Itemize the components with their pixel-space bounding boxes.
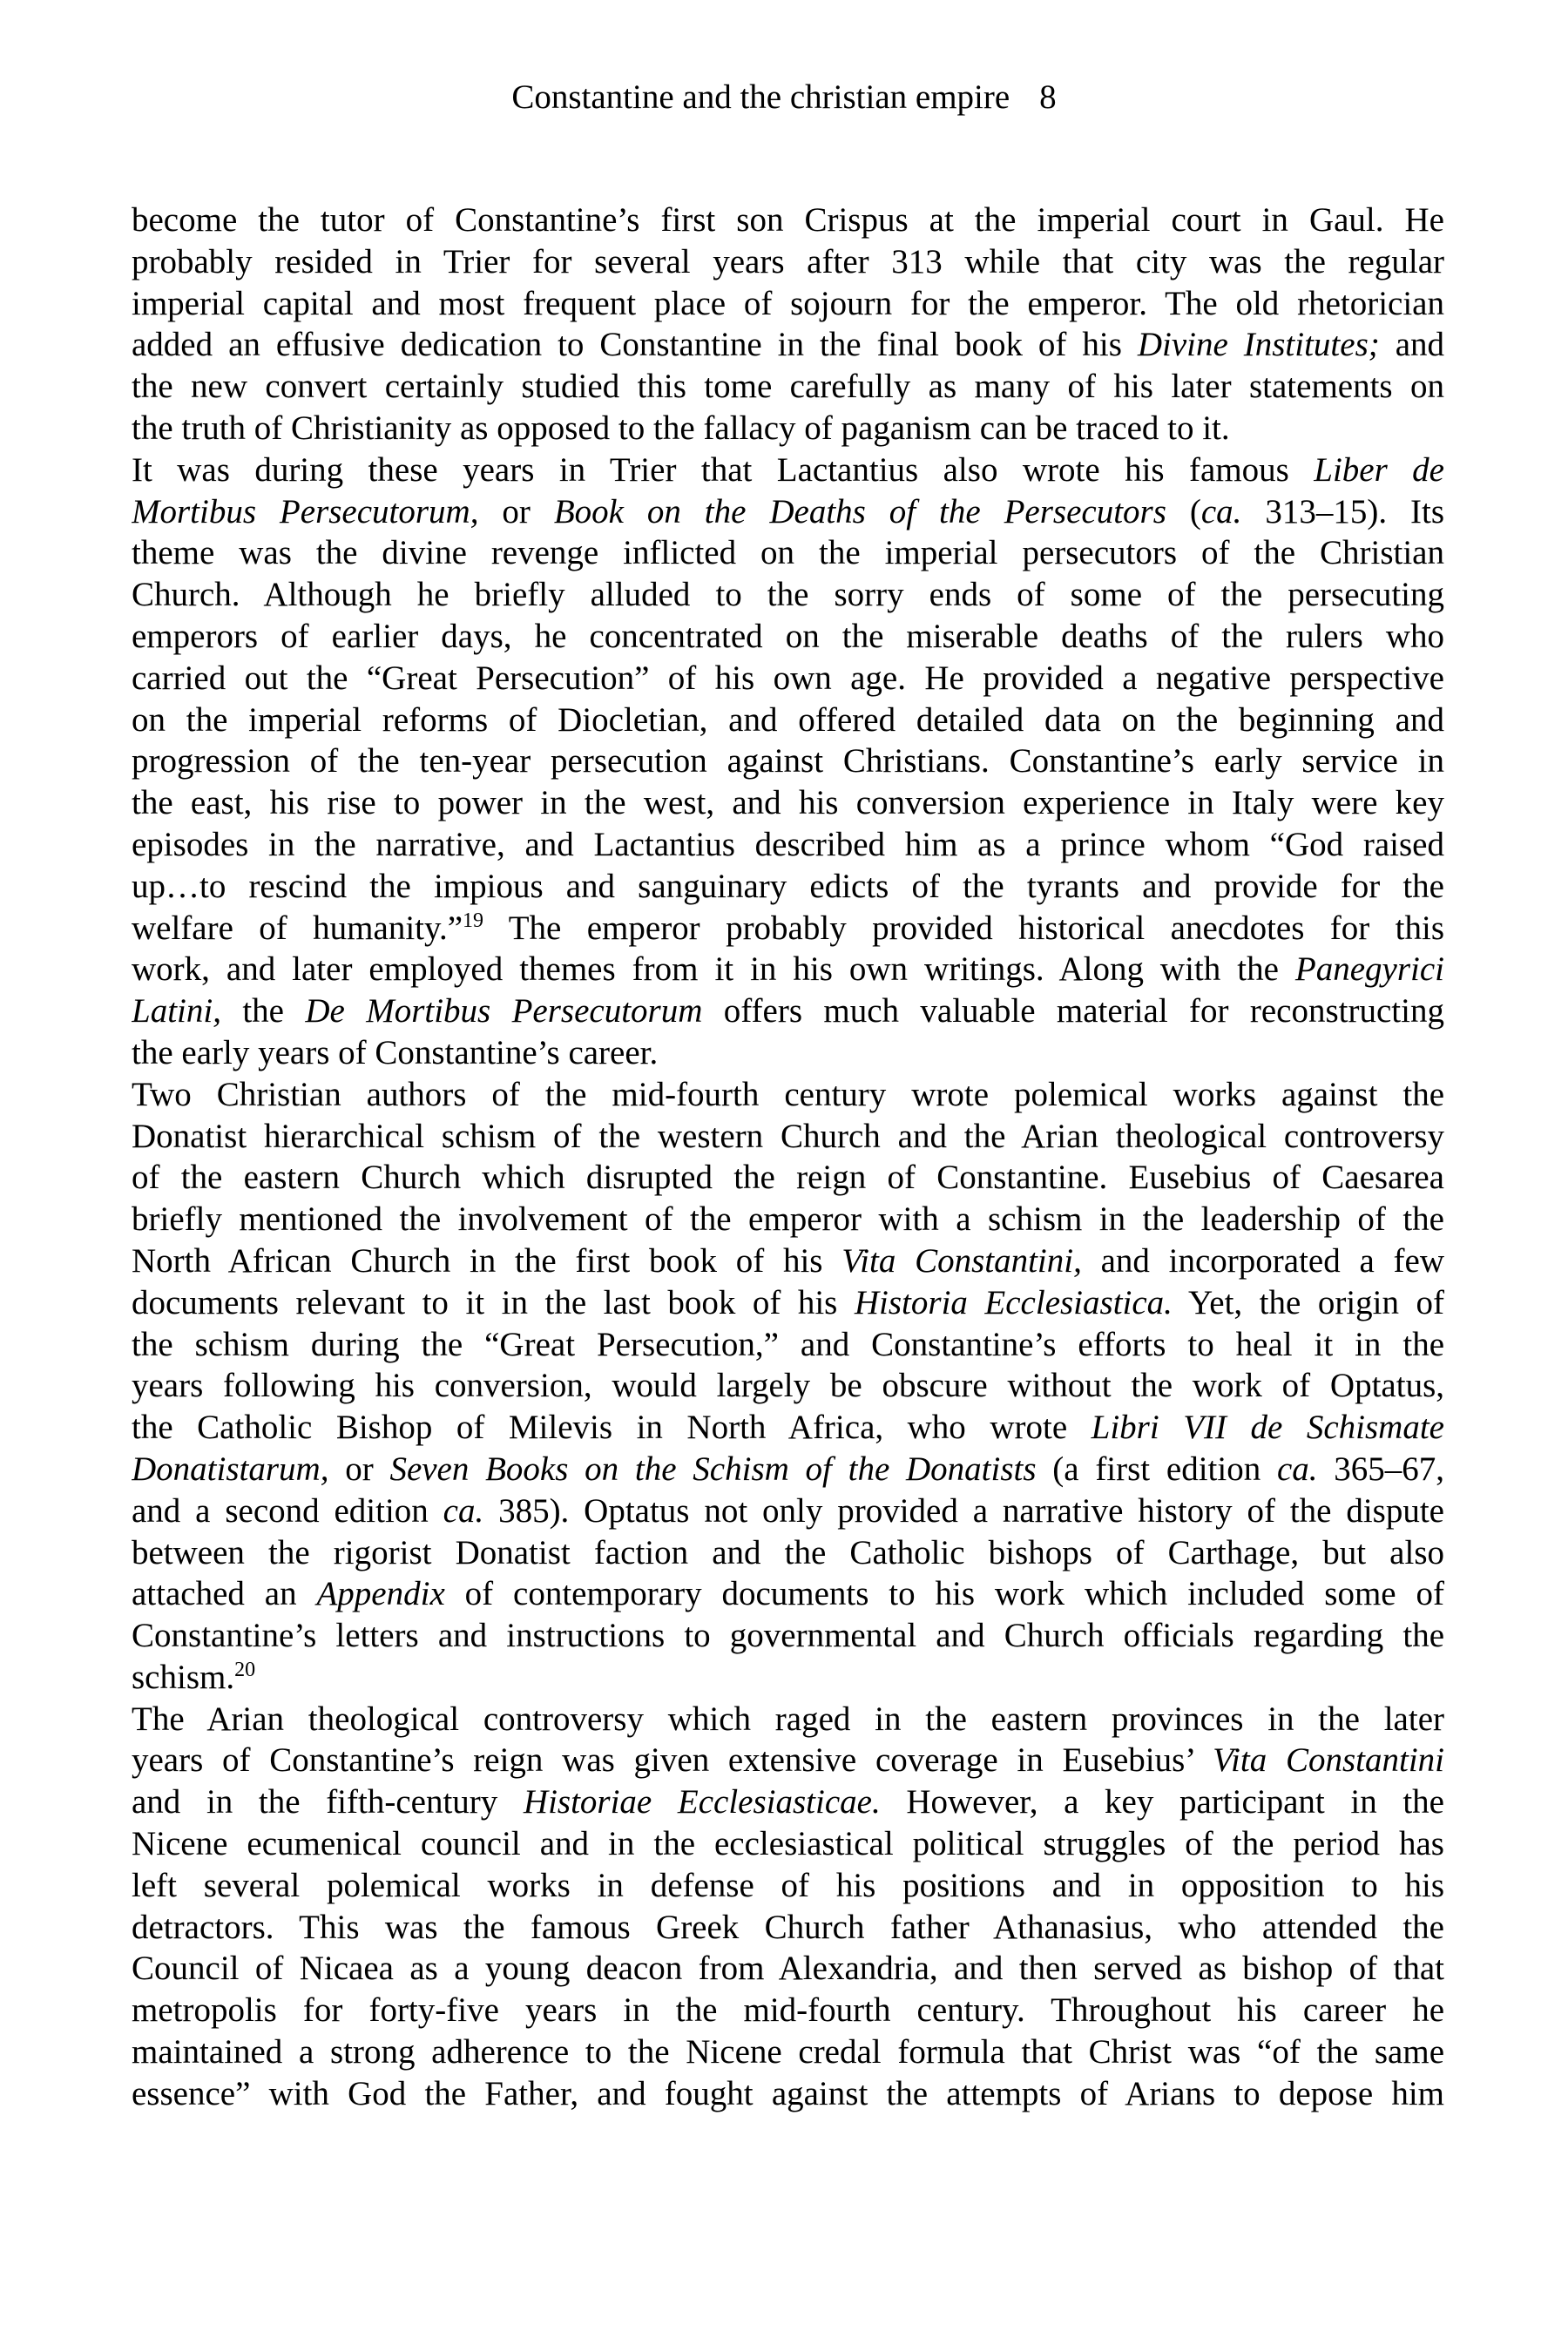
italic-title: Seven Books on the Schism of the Donatists — [389, 1450, 1037, 1488]
text-line — [132, 324, 1444, 366]
text-run: emperors of earlier days, he concentrated on the miserable deaths of the rulers who — [132, 617, 1444, 655]
text-run: and a second edition — [132, 1491, 443, 1530]
text-line — [132, 1449, 1444, 1490]
italic-title: ca. — [1276, 1450, 1318, 1488]
text-line — [132, 700, 1444, 741]
text-run: of contemporary documents to his work which included some of — [444, 1575, 1444, 1613]
text-run: The Arian theological controversy which raged in the eastern provinces in the later — [132, 1700, 1444, 1738]
text-run: Yet, the origin of — [1172, 1283, 1444, 1321]
text-run: and — [1379, 326, 1444, 364]
text-line — [132, 616, 1444, 658]
text-line — [132, 740, 1444, 782]
text-run: documents relevant to it in the last book of his — [132, 1283, 855, 1321]
text-run: attached an — [132, 1575, 317, 1613]
body-text — [132, 199, 1444, 2115]
italic-title: Vita Constantini, — [841, 1241, 1082, 1280]
text-run: welfare of humanity.” — [132, 909, 463, 947]
text-line — [132, 366, 1444, 408]
text-run: carried out the “Great Persecution” of his own age. He provided a negative perspective — [132, 659, 1444, 697]
text-line — [132, 1740, 1444, 1781]
text-run: left several polemical works in defense of his positions and in opposition to his — [132, 1866, 1444, 1904]
text-run: imperial capital and most frequent place of sojourn for the emperor. The old rhetorician — [132, 284, 1444, 322]
text-line — [132, 1199, 1444, 1240]
text-run: or — [478, 492, 554, 531]
text-line — [132, 532, 1444, 574]
text-run: the east, his rise to power in the west, and his conversion experience in Italy were key — [132, 784, 1444, 822]
text-line — [132, 449, 1444, 491]
text-run: 365–67, — [1317, 1450, 1444, 1488]
text-line — [132, 2031, 1444, 2073]
italic-title: Latini, — [132, 992, 221, 1031]
text-line — [132, 1573, 1444, 1615]
text-line — [132, 1823, 1444, 1865]
text-line — [132, 1948, 1444, 1990]
footnote-ref: 20 — [234, 1658, 256, 1681]
text-run: the new convert certainly studied this tome carefully as many of his later statements on — [132, 368, 1444, 406]
text-run: the schism during the “Great Persecution,” and Constantine’s efforts to heal it in the — [132, 1325, 1444, 1363]
text-line — [132, 949, 1444, 990]
italic-title: Appendix — [316, 1575, 445, 1613]
text-run: years following his conversion, would largely be obscure without the work of Optatus, — [132, 1367, 1444, 1405]
italic-title: Book on the Deaths of the Persecutors — [553, 492, 1166, 531]
text-run: However, a key participant in the — [880, 1783, 1444, 1821]
italic-title: Libri VII de Schismate — [1091, 1409, 1444, 1447]
text-run: theme was the divine revenge inflicted on the imperial persecutors of the Christian — [132, 534, 1444, 572]
text-run: Nicene ecumenical council and in the ecclesiastical political struggles of the period has — [132, 1825, 1444, 1863]
text-run: offers much valuable material for reconstructing — [702, 992, 1444, 1031]
text-run: progression of the ten-year persecution against Christians. Constantine’s early service in — [132, 742, 1444, 781]
footnote-ref: 19 — [463, 909, 484, 932]
text-run: work, and later employed themes from it in his own writings. Along with the — [132, 950, 1295, 989]
page-number: 8 — [1039, 78, 1057, 116]
italic-title: Liber de — [1314, 450, 1444, 489]
text-line — [132, 1407, 1444, 1449]
text-run: on the imperial reforms of Diocletian, and offered detailed data on the beginning and — [132, 700, 1444, 739]
text-line — [132, 1116, 1444, 1158]
text-run: between the rigorist Donatist faction and the Catholic bishops of Carthage, but also — [132, 1533, 1444, 1571]
text-run: 385). Optatus not only provided a narrative history of the dispute — [483, 1491, 1444, 1530]
text-line — [132, 1240, 1444, 1282]
text-line — [132, 1907, 1444, 1949]
text-run: probably resided in Trier for several years after 313 while that city was the regular — [132, 242, 1444, 280]
text-run: (a first edition — [1036, 1450, 1277, 1488]
text-run: Two Christian authors of the mid-fourth century wrote polemical works against the — [132, 1075, 1444, 1113]
text-line — [132, 241, 1444, 283]
text-line — [132, 866, 1444, 908]
text-line — [132, 1657, 1444, 1699]
text-line — [132, 782, 1444, 824]
text-line — [132, 283, 1444, 325]
text-line — [132, 1324, 1444, 1366]
text-run: the early years of Constantine’s career. — [132, 1033, 659, 1071]
text-run: added an effusive dedication to Constantine in the final book of his — [132, 326, 1138, 364]
text-run: up…to rescind the impious and sanguinary edicts of the tyrants and provide for the — [132, 867, 1444, 905]
text-run: or — [328, 1450, 390, 1488]
text-line — [132, 408, 1444, 449]
text-run: maintained a strong adherence to the Nicene credal formula that Christ was “of the same — [132, 2033, 1444, 2072]
text-run: 313–15). Its — [1241, 492, 1444, 531]
text-run: years of Constantine’s reign was given extensive coverage in Eusebius’ — [132, 1741, 1213, 1780]
text-run: metropolis for forty-five years in the mid-fourth century. Throughout his career he — [132, 1991, 1444, 2030]
text-line — [132, 1781, 1444, 1823]
text-run: essence” with God the Father, and fought against the attempts of Arians to depose him — [132, 2074, 1444, 2112]
text-line — [132, 824, 1444, 866]
text-line — [132, 908, 1444, 950]
text-line — [132, 574, 1444, 616]
text-run: The emperor probably provided historical anecdotes for this — [483, 909, 1444, 947]
text-line — [132, 491, 1444, 533]
italic-title: Historia Ecclesiastica. — [854, 1283, 1173, 1321]
text-line — [132, 2073, 1444, 2115]
text-line — [132, 1490, 1444, 1532]
text-run: and incorporated a few — [1081, 1241, 1444, 1280]
italic-title: Historiae Ecclesiasticae. — [523, 1783, 881, 1821]
text-run: briefly mentioned the involvement of the emperor with a schism in the leadership of the — [132, 1200, 1444, 1239]
italic-title: Mortibus Persecutorum, — [132, 492, 479, 531]
text-run: Church. Although he briefly alluded to the sorry ends of some of the persecuting — [132, 576, 1444, 614]
text-run: of the eastern Church which disrupted the reign of Constantine. Eusebius of Caesarea — [132, 1159, 1444, 1197]
text-line — [132, 1365, 1444, 1407]
italic-title: Donatistarum, — [132, 1450, 329, 1488]
text-run: It was during these years in Trier that Lactantius also wrote his famous — [132, 450, 1315, 489]
italic-title: ca. — [443, 1491, 484, 1530]
text-run: Council of Nicaea as a young deacon from Alexandria, and then served as bishop of that — [132, 1950, 1444, 1988]
text-run: episodes in the narrative, and Lactantius described him as a prince whom “God raised — [132, 825, 1444, 863]
header-title: Constantine and the christian empire — [511, 78, 1010, 116]
text-run: the truth of Christianity as opposed to the fallacy of paganism can be traced to it. — [132, 409, 1230, 447]
text-run: and in the fifth-century — [132, 1783, 524, 1821]
text-line — [132, 1990, 1444, 2031]
text-line — [132, 199, 1444, 241]
text-run: ( — [1166, 492, 1201, 531]
italic-title: ca. — [1200, 492, 1242, 531]
text-run: detractors. This was the famous Greek Church father Athanasius, who attended the — [132, 1908, 1444, 1946]
text-run: Constantine’s letters and instructions to governmental and Church officials regarding the — [132, 1617, 1444, 1655]
text-line — [132, 1157, 1444, 1199]
italic-title: De Mortibus Persecutorum — [305, 992, 703, 1031]
text-line — [132, 1282, 1444, 1324]
text-run: the Catholic Bishop of Milevis in North Africa, who wrote — [132, 1409, 1092, 1447]
italic-title: Vita Constantini — [1213, 1741, 1444, 1780]
text-run: Donatist hierarchical schism of the western Church and the Arian theological controversy — [132, 1117, 1444, 1155]
text-run: North African Church in the first book of his — [132, 1241, 842, 1280]
text-line — [132, 1074, 1444, 1116]
text-line — [132, 1865, 1444, 1907]
text-run: the — [220, 992, 306, 1031]
running-header — [0, 77, 1568, 118]
text-line — [132, 1532, 1444, 1574]
text-line — [132, 1032, 1444, 1074]
italic-title: Panegyrici — [1294, 950, 1444, 989]
text-line — [132, 990, 1444, 1032]
text-line — [132, 1615, 1444, 1657]
text-run: become the tutor of Constantine’s first son Crispus at the imperial court in Gaul. He — [132, 201, 1444, 239]
text-run: schism. — [132, 1658, 235, 1696]
text-line — [132, 658, 1444, 700]
text-line — [132, 1699, 1444, 1740]
italic-title: Divine Institutes; — [1137, 326, 1380, 364]
